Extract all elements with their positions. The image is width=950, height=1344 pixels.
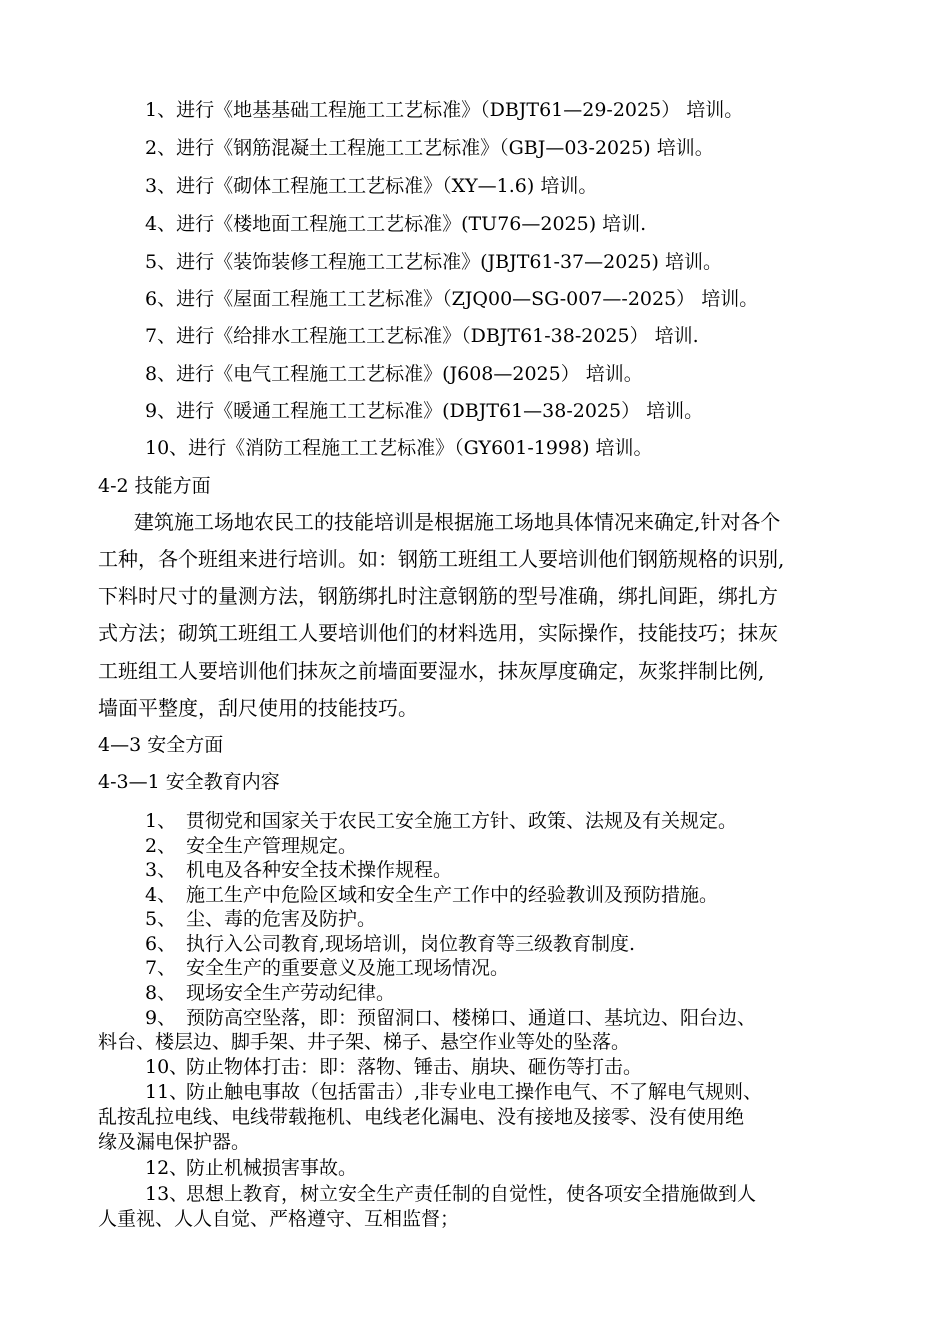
safety-item-num: 6、	[145, 933, 177, 955]
safety-item-num: 3、	[145, 859, 177, 881]
safety-item-text: 思想上教育，树立安全生产责任制的自觉性，使各项安全措施做到人	[186, 1183, 757, 1205]
safety-item-text: 尘、毒的危害及防护。	[186, 908, 377, 930]
safety-item-num: 2、	[145, 835, 177, 857]
safety-item-text: 执行入公司教育,现场培训，岗位教育等三级教育制度.	[186, 933, 636, 955]
standard-item-6: 6、进行《屋面工程施工工艺标准》（ZJQ00—SG-007—-2025） 培训。	[145, 288, 759, 310]
safety-item-text: 安全生产管理规定。	[186, 835, 358, 857]
safety-item-text: 乱按乱拉电线、电线带载拖机、电线老化漏电、没有接地及接零、没有使用绝	[98, 1106, 745, 1128]
safety-item-text: 人重视、人人自觉、严格遵守、互相监督；	[98, 1208, 460, 1230]
standard-item-1: 1、进行《地基基础工程施工工艺标准》（DBJT61—29-2025） 培训。	[145, 99, 744, 121]
safety-item-text: 料台、楼层边、脚手架、井子架、梯子、悬空作业等处的坠落。	[98, 1031, 631, 1053]
safety-item-num: 10、	[145, 1056, 189, 1078]
skill-paragraph-line: 下料时尺寸的量测方法，钢筋绑扎时注意钢筋的型号准确，绑扎间距，绑扎方	[98, 584, 778, 608]
safety-item-num: 12、	[145, 1157, 189, 1179]
safety-item-text: 贯彻党和国家关于农民工安全施工方针、政策、法规及有关规定。	[186, 810, 738, 832]
standard-item-9: 9、进行《暖通工程施工工艺标准》(DBJT61—38-2025） 培训。	[145, 400, 704, 422]
safety-item-text: 防止触电事故（包括雷击）,非专业电工操作电气、不了解电气规则、	[186, 1081, 763, 1103]
safety-item-text: 安全生产的重要意义及施工现场情况。	[186, 957, 510, 979]
safety-item-num: 1、	[145, 810, 177, 832]
safety-item-num: 7、	[145, 957, 177, 979]
safety-item-num: 13、	[145, 1183, 189, 1205]
standard-item-2: 2、进行《钢筋混凝土工程施工工艺标准》（GBJ—03-2025) 培训。	[145, 137, 714, 159]
safety-item-num: 9、	[145, 1007, 177, 1029]
safety-item-text: 防止物体打击：即：落物、锤击、崩块、砸伤等打击。	[186, 1056, 643, 1078]
safety-item-num: 5、	[145, 908, 177, 930]
section-heading-skill: 4-2 技能方面	[98, 475, 211, 497]
safety-item-num: 8、	[145, 982, 177, 1004]
safety-item-text: 缘及漏电保护器。	[98, 1131, 251, 1153]
standard-item-10: 10、进行《消防工程施工工艺标准》（GY601-1998) 培训。	[145, 437, 653, 459]
safety-item-text: 现场安全生产劳动纪律。	[186, 982, 396, 1004]
safety-item-text: 防止机械损害事故。	[186, 1157, 358, 1179]
skill-paragraph-line: 式方法；砌筑工班组工人要培训他们的材料选用，实际操作，技能技巧；抹灰	[98, 621, 778, 645]
standard-item-8: 8、进行《电气工程施工工艺标准》(J608—2025） 培训。	[145, 363, 643, 385]
skill-paragraph-line: 工种，各个班组来进行培训。如：钢筋工班组工人要培训他们钢筋规格的识别,	[98, 547, 785, 571]
skill-paragraph-line: 建筑施工场地农民工的技能培训是根据施工场地具体情况来确定,针对各个	[134, 510, 781, 534]
standard-item-5: 5、进行《装饰装修工程施工工艺标准》(JBJT61-37—2025) 培训。	[145, 251, 722, 273]
safety-item-num: 11、	[145, 1081, 189, 1103]
skill-paragraph-line: 工班组工人要培训他们抹灰之前墙面要湿水，抹灰厚度确定，灰浆拌制比例,	[98, 659, 765, 683]
safety-item-text: 机电及各种安全技术操作规程。	[186, 859, 453, 881]
standard-item-7: 7、进行《给排水工程施工工艺标准》（DBJT61-38-2025） 培训.	[145, 325, 699, 347]
section-heading-safety: 4—3 安全方面	[98, 734, 224, 756]
standard-item-3: 3、进行《砌体工程施工工艺标准》（XY—1.6) 培训。	[145, 175, 598, 197]
standard-item-4: 4、进行《楼地面工程施工工艺标准》(TU76—2025) 培训.	[145, 213, 647, 235]
safety-item-text: 施工生产中危险区域和安全生产工作中的经验教训及预防措施。	[186, 884, 719, 906]
subsection-heading-safety-education: 4-3—1 安全教育内容	[98, 771, 280, 793]
safety-item-text: 预防高空坠落，即：预留洞口、楼梯口、通道口、基坑边、阳台边、	[186, 1007, 757, 1029]
skill-paragraph-line: 墙面平整度，刮尺使用的技能技巧。	[98, 696, 418, 720]
safety-item-num: 4、	[145, 884, 177, 906]
